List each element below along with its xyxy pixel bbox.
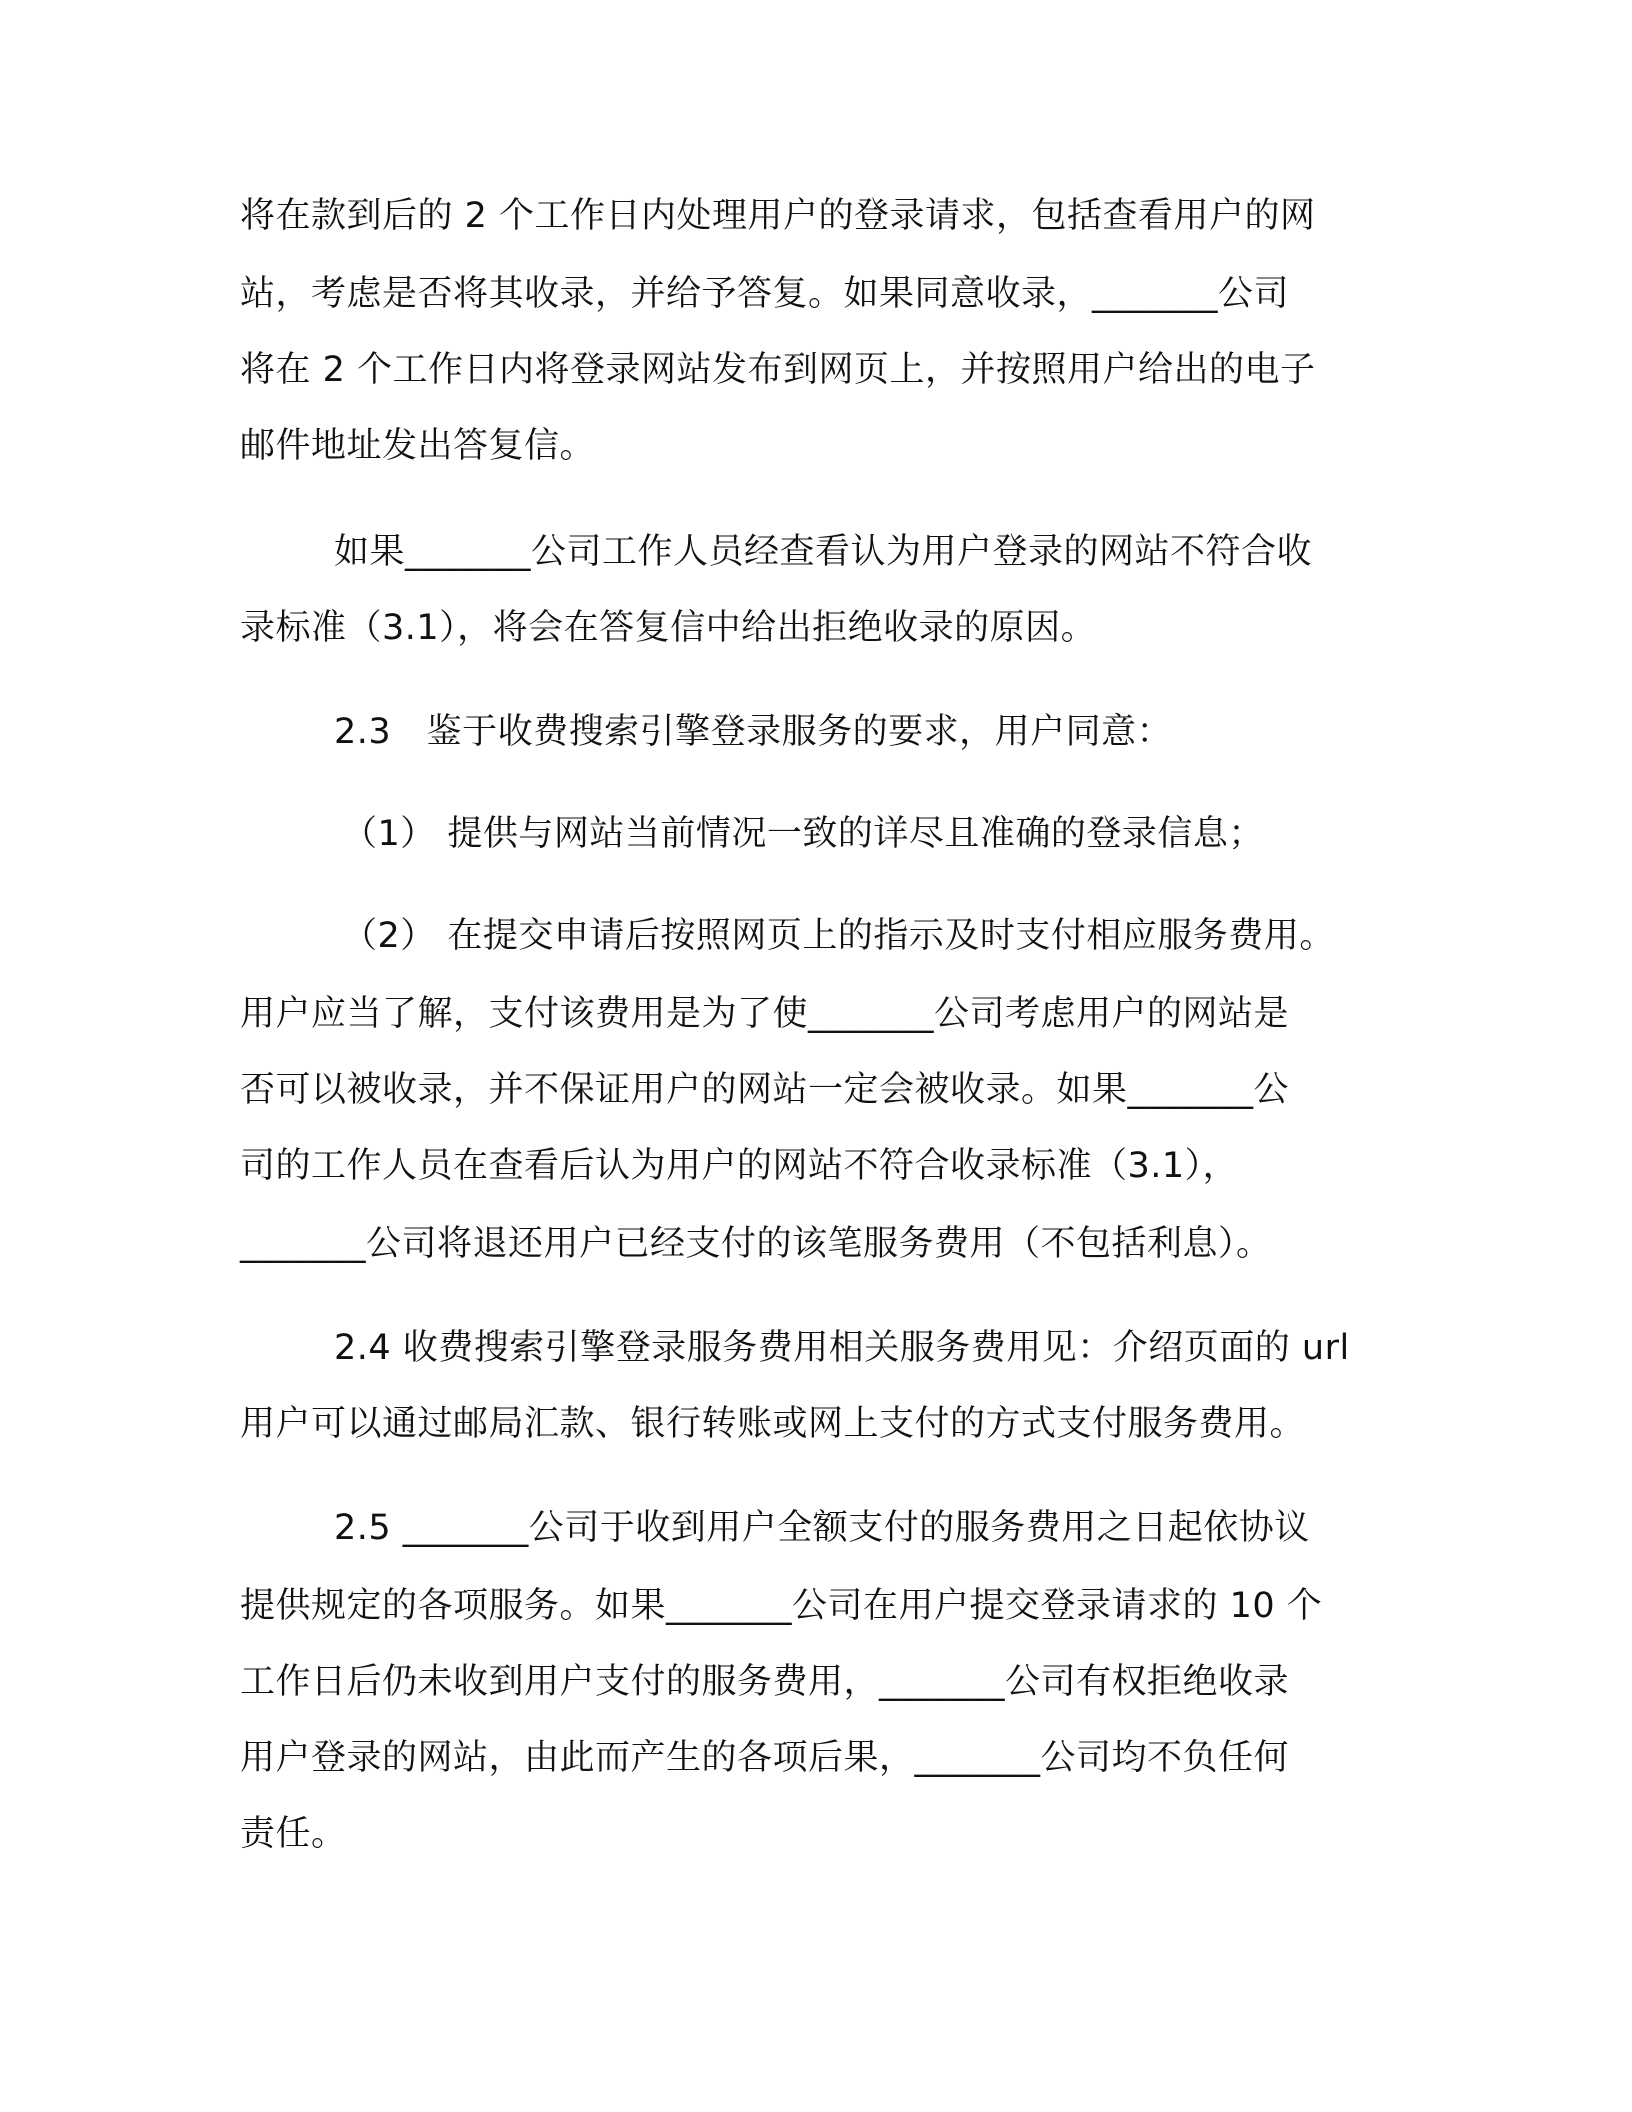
p5-line-4: 司的工作人员在查看后认为用户的网站不符合收录标准（3.1）， [240, 1146, 1239, 1186]
p7-line-4: 用户登录的网站，由此而产生的各项后果，_______公司均不负任何 [240, 1738, 1290, 1778]
p4-line-1: （1） 提供与网站当前情况一致的详尽且准确的登录信息； [342, 814, 1264, 854]
p2-line-1: 如果_______公司工作人员经查看认为用户登录的网站不符合收 [334, 532, 1313, 572]
p5-line-5: _______公司将退还用户已经支付的该笔服务费用（不包括利息）。 [240, 1224, 1272, 1264]
p5-line-3: 否可以被收录，并不保证用户的网站一定会被收录。如果_______公 [240, 1070, 1290, 1110]
p7-line-3: 工作日后仍未收到用户支付的服务费用，_______公司有权拒绝收录 [240, 1662, 1290, 1702]
p1-line-4: 邮件地址发出答复信。 [240, 426, 596, 466]
p1-line-3: 将在 2 个工作日内将登录网站发布到网页上，并按照用户给出的电子 [240, 350, 1316, 390]
p7-line-2: 提供规定的各项服务。如果_______公司在用户提交登录请求的 10 个 [240, 1586, 1323, 1626]
p3-line-1: 2.3 鉴于收费搜索引擎登录服务的要求，用户同意： [334, 712, 1173, 752]
p1-line-1: 将在款到后的 2 个工作日内处理用户的登录请求，包括查看用户的网 [240, 196, 1316, 236]
p5-line-2: 用户应当了解，支付该费用是为了使_______公司考虑用户的网站是 [240, 994, 1290, 1034]
p7-line-1: 2.5 _______公司于收到用户全额支付的服务费用之日起依协议 [334, 1508, 1310, 1548]
p1-line-2: 站，考虑是否将其收录，并给予答复。如果同意收录，_______公司 [240, 274, 1290, 314]
p6-line-2: 用户可以通过邮局汇款、银行转账或网上支付的方式支付服务费用。 [240, 1404, 1306, 1444]
p6-line-1: 2.4 收费搜索引擎登录服务费用相关服务费用见：介绍页面的 url [334, 1328, 1350, 1368]
p5-line-1: （2） 在提交申请后按照网页上的指示及时支付相应服务费用。 [342, 916, 1335, 956]
p7-line-5: 责任。 [240, 1814, 347, 1854]
p2-line-2: 录标准（3.1），将会在答复信中给出拒绝收录的原因。 [240, 608, 1097, 648]
